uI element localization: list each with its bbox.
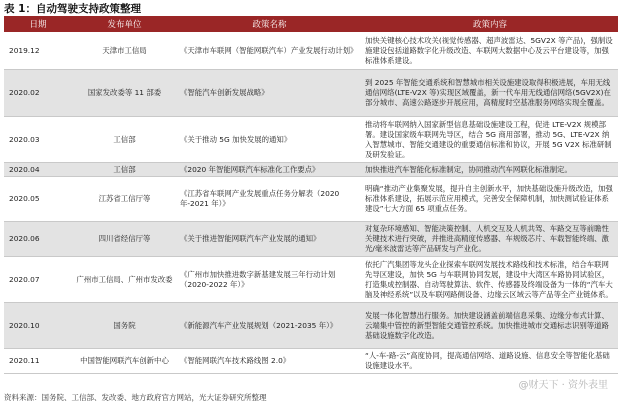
table-title: 表 1：自动驾驶支持政策整理 xyxy=(4,3,141,15)
table-row xyxy=(4,177,618,222)
row-issuer: 中国智能网联汽车创新中心 xyxy=(72,349,177,374)
source-note: 资料来源：国务院、工信部、发改委、地方政府官方网站，光大证券研究所整理 xyxy=(4,393,267,402)
row-content: 依托广汽集团等龙头企业探索车联网发展技术路线和技术标准，结合车联网先导区建设，加快 5G 与车联网协同发展，建设中大湾区车路协同试验区，打造集成控制器、自动驾驶算法、软件、传感器及终端设备为一体的“汽车大脑及神经系统”以及车联网路侧设备、边缘云区域云等产品等全产业链体系。 xyxy=(362,257,618,303)
row-date: 2020.07 xyxy=(4,257,72,303)
row-issuer: 工信部 xyxy=(72,163,177,177)
row-issuer: 工信部 xyxy=(72,117,177,163)
row-issuer: 国家发改委等 11 部委 xyxy=(72,70,177,117)
row-content: 推动将车联网纳入国家新型信息基础设施建设工程，促进 LTE-V2X 规模部署。建设国家级车联网先导区，结合 5G 商用部署，推动 5G、LTE-V2X 纳入智慧城市、智能交通建设的重要通信标准和协议，开展 5G V2X 标准研制及研发验证。 xyxy=(362,117,618,163)
table-row xyxy=(4,303,618,349)
row-date: 2020.10 xyxy=(4,303,72,349)
table-row xyxy=(4,32,618,70)
row-policy: 《江苏省车联网产业发展重点任务分解表（2020 年-2021 年）》 xyxy=(177,177,362,222)
row-date: 2019.12 xyxy=(4,32,72,70)
row-date: 2020.02 xyxy=(4,70,72,117)
row-policy: 《广州市加快推进数字新基建发展三年行动计划（2020-2022 年）》 xyxy=(177,257,362,303)
table-row xyxy=(4,257,618,303)
table-header-row xyxy=(4,16,618,32)
row-policy: 《关于推动 5G 加快发展的通知》 xyxy=(177,117,362,163)
watermark: @财天下 · 资外表里 xyxy=(518,380,608,391)
row-content: 发展一体化智慧出行服务。加快建设涵盖前端信息采集、边缘分布式计算、云端集中管控的新型智能交通管控系统。加快推进城市交通标志识别等道路基础设施数字化改造。 xyxy=(362,303,618,349)
table-row xyxy=(4,70,618,117)
table-row xyxy=(4,117,618,163)
row-date: 2020.04 xyxy=(4,163,72,177)
row-content: 加快关键核心技术攻关(视觉传感器、超声波雷达、5GV2X 等产品)，强制设施建设包括道路数字化升级改造、车联网大数据中心及云平台建设等，加强标准体系建设。 xyxy=(362,32,618,70)
row-policy: 《智能网联汽车技术路线图 2.0》 xyxy=(177,349,362,374)
row-issuer: 广州市工信局、广州市发改委 xyxy=(72,257,177,303)
table-row xyxy=(4,222,618,257)
row-content: 到 2025 年智能交通系统和智慧城市相关设施建设取得积极进展，车用无线通信网络(LTE-V2X 等)实现区域覆盖，新一代车用无线通信网络(5GV2X)在部分城市、高速公路逐步开展应用，高精度时空基准服务网络实现全覆盖。 xyxy=(362,70,618,117)
row-date: 2020.11 xyxy=(4,349,72,374)
row-issuer: 江苏省工信厅等 xyxy=(72,177,177,222)
row-issuer: 国务院 xyxy=(72,303,177,349)
row-content: “人-车-路-云”高度协同，提高通信网络、道路设施、信息安全等智能化基础设施建设水平。 xyxy=(362,349,618,374)
row-date: 2020.05 xyxy=(4,177,72,222)
row-policy: 《2020 年智能网联汽车标准化工作要点》 xyxy=(177,163,362,177)
column-header-policy: 政策名称 xyxy=(177,16,362,32)
row-issuer: 天津市工信局 xyxy=(72,32,177,70)
column-header-date: 日期 xyxy=(4,16,72,32)
row-content: 明确“推动产业集聚发展，提升自主创新水平，加快基础设施升级改造，加强标准体系建设，拓展示范应用模式，完善安全保障机制，加快测试验证体系建设”七大方面 65 项重点任务。 xyxy=(362,177,618,222)
table-row xyxy=(4,163,618,177)
table-row xyxy=(4,349,618,374)
row-policy: 《关于推进智能网联汽车产业发展的通知》 xyxy=(177,222,362,257)
row-date: 2020.03 xyxy=(4,117,72,163)
row-content: 对复杂环境感知、智能决策控制、人机交互及人机共驾、车路交互等前瞻性关键技术进行突破，并推进高精度传感器、车规级芯片、车载智能终端、激光/毫米波雷达等产品研发与产业化。 xyxy=(362,222,618,257)
column-header-issuer: 发布单位 xyxy=(72,16,177,32)
row-date: 2020.06 xyxy=(4,222,72,257)
policy-table xyxy=(4,16,618,374)
row-policy: 《天津市车联网（智能网联汽车）产业发展行动计划》 xyxy=(177,32,362,70)
row-content: 加快推进汽车智能化标准制定，协同推动汽车网联化标准制定。 xyxy=(362,163,618,177)
row-policy: 《新能源汽车产业发展规划（2021-2035 年）》 xyxy=(177,303,362,349)
column-header-content: 政策内容 xyxy=(362,16,618,32)
row-issuer: 四川省经信厅等 xyxy=(72,222,177,257)
row-policy: 《智能汽车创新发展战略》 xyxy=(177,70,362,117)
